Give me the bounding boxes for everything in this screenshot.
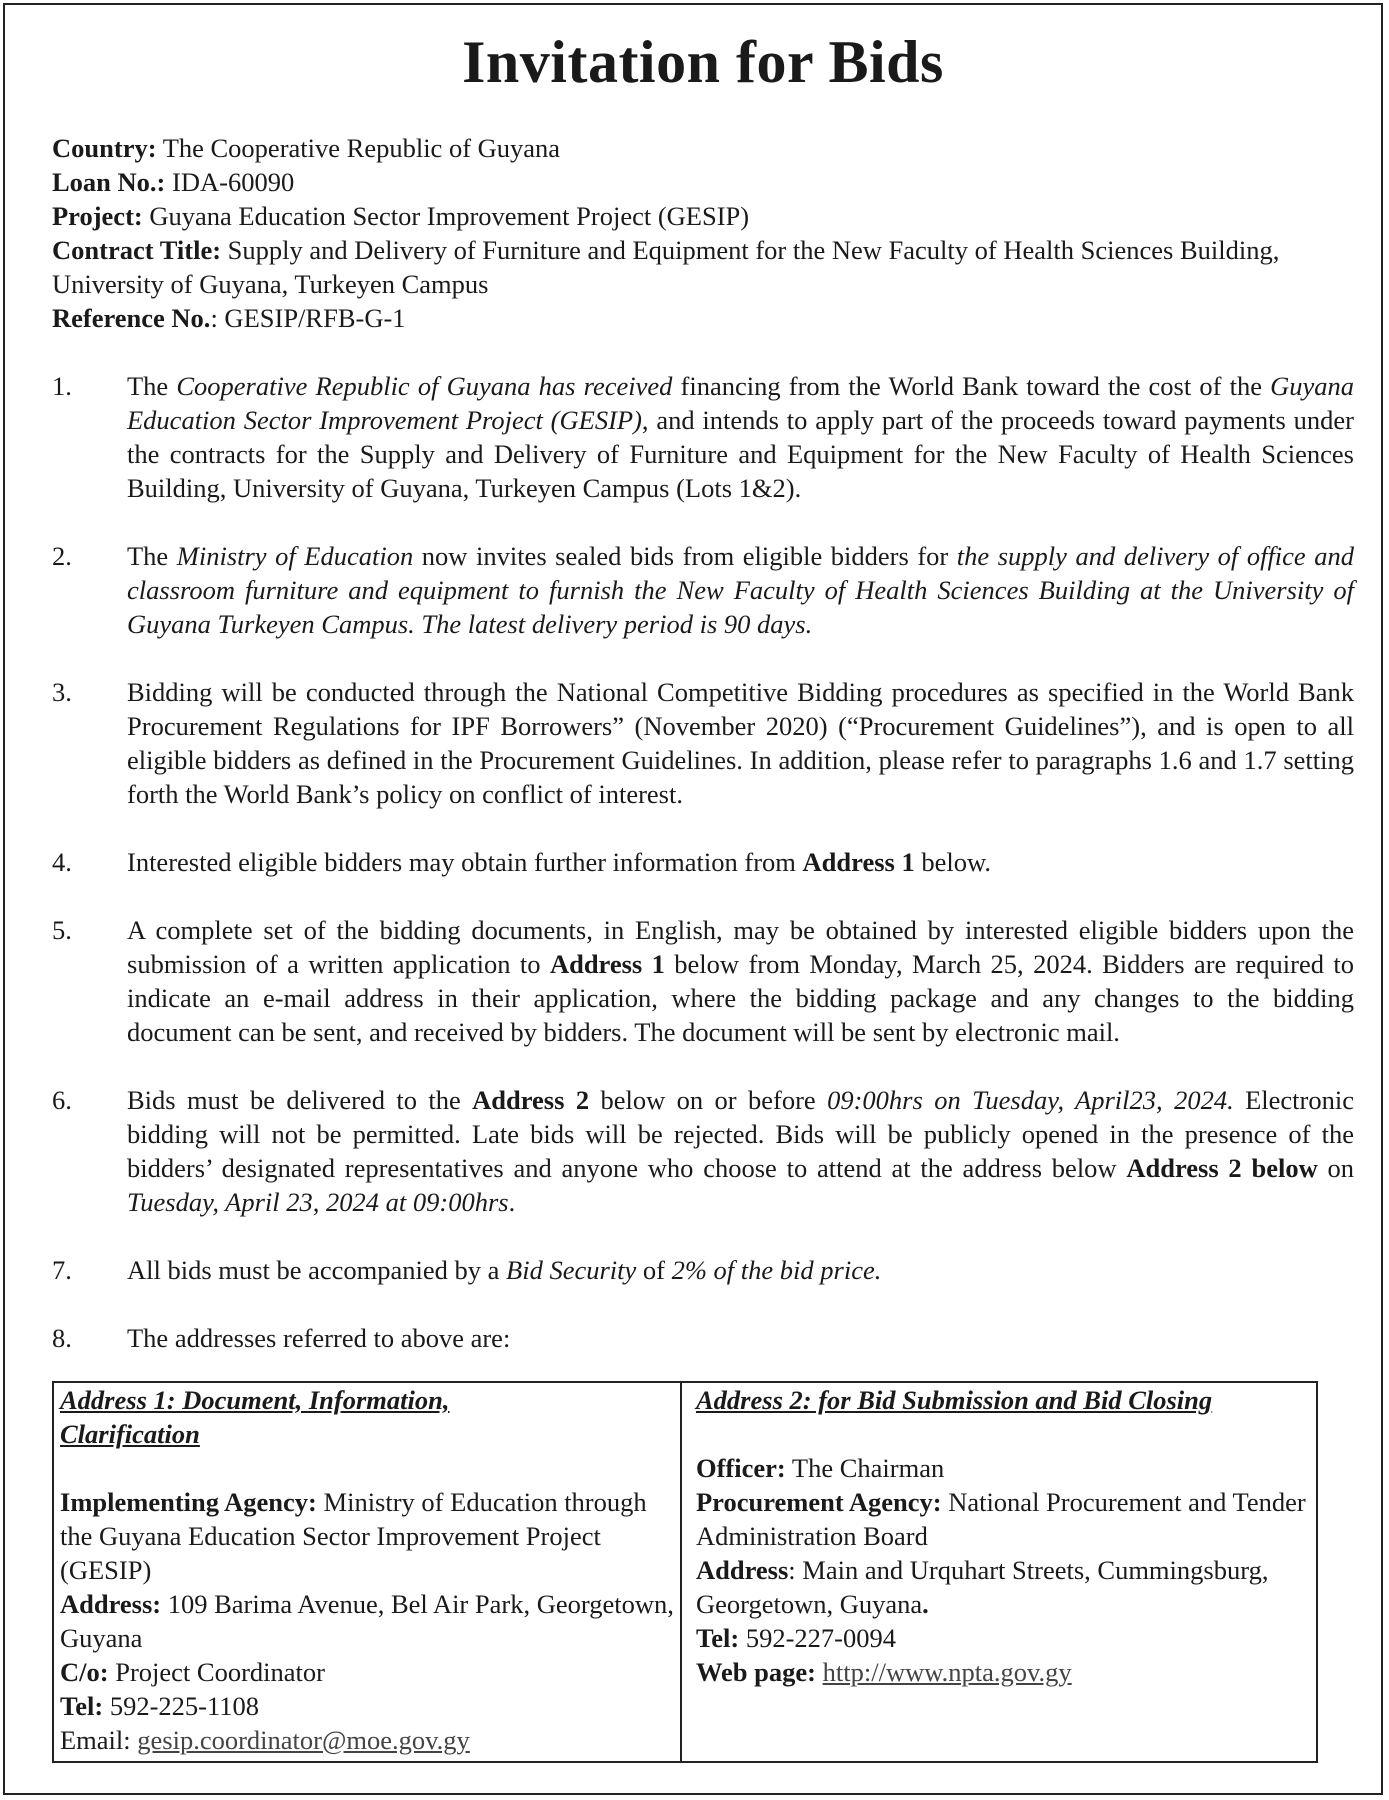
reference-label: Reference No. <box>52 303 211 333</box>
text-run: of <box>636 1255 672 1285</box>
loan-value: IDA-60090 <box>172 167 295 197</box>
address-1-tel <box>60 1689 674 1723</box>
text-run: The <box>127 371 177 401</box>
officer <box>696 1451 1310 1485</box>
text-run: below from Monday, March 25, 2024. Bidders are required to indicate an e-mail address in their application, where the bidding package and any changes to the bidding document can be sent, and received by bidders. The document will be sent by electronic mail. <box>127 949 1354 1047</box>
field-value: : Main and Urquhart Streets, Cummingsburg, Georgetown, Guyana <box>696 1555 1269 1619</box>
text-run: All bids must be accompanied by a <box>127 1255 507 1285</box>
list-item <box>52 1083 1354 1219</box>
project-value: Guyana Education Sector Improvement Project (GESIP) <box>149 201 750 231</box>
list-item <box>52 369 1354 505</box>
item-text <box>127 913 1354 1049</box>
text-run: , and intends to apply part of the proceeds toward payments under the contracts for the Supply and Delivery of Furniture and Equipment for the New Faculty of Health Sciences Building, University of Guyana, Turkeyen Campus (Lots 1&2). <box>127 405 1354 503</box>
text-run: now invites sealed bids from eligible bidders for <box>413 541 957 571</box>
item-text <box>127 539 1354 641</box>
item-number: 4. <box>52 847 72 877</box>
item-text <box>127 845 1354 879</box>
field-label: Tel: <box>696 1623 740 1653</box>
item-number: 6. <box>52 1085 72 1115</box>
web-link[interactable]: http://www.npta.gov.gy <box>822 1657 1072 1687</box>
field-value: Ministry of Education through the Guyana Education Sector Improvement Project (GESIP) <box>60 1487 647 1585</box>
list-item <box>52 1321 1354 1355</box>
item-number: 8. <box>52 1323 72 1353</box>
numbered-list <box>52 369 1354 1355</box>
item-number: 3. <box>52 677 72 707</box>
country-line <box>52 131 1354 165</box>
contract-value: Supply and Delivery of Furniture and Equipment for the New Faculty of Health Sciences Building, University of Guyana, Turkeyen Campus <box>52 235 1280 299</box>
country-value: The Cooperative Republic of Guyana <box>162 133 561 163</box>
field-value: Project Coordinator <box>108 1657 325 1687</box>
italic-run: Cooperative Republic of Guyana has received <box>176 371 673 401</box>
italic-run: Bid Security <box>506 1255 637 1285</box>
address-2-tel <box>696 1621 1310 1655</box>
address-2-street <box>696 1553 1310 1621</box>
item-text <box>127 369 1354 505</box>
address-1-heading <box>60 1383 674 1451</box>
text-run: financing from the World Bank toward the cost of the <box>672 371 1271 401</box>
loan-label: Loan No.: <box>52 167 166 197</box>
list-item <box>52 913 1354 1049</box>
field-label: Address <box>696 1555 789 1585</box>
address-1-street <box>60 1587 674 1655</box>
text-run: A complete set of the bidding documents, in English, may be obtained by interested eligible bidders upon the submission of a written application to <box>127 915 1354 979</box>
care-of <box>60 1655 674 1689</box>
field-value: National Procurement and Tender Administration Board <box>696 1487 1306 1551</box>
loan-line <box>52 165 1354 199</box>
field-label: Implementing Agency: <box>60 1487 317 1517</box>
page-title: Invitation for Bids <box>462 29 944 95</box>
address-2-cell <box>682 1383 1316 1761</box>
list-item <box>52 675 1354 811</box>
item-number: 7. <box>52 1255 72 1285</box>
bold-run: Address 2 below <box>1126 1153 1318 1183</box>
list-item <box>52 539 1354 641</box>
text-run: below on or before <box>589 1085 828 1115</box>
bold-run: Address 2 <box>472 1085 590 1115</box>
heading-line: Clarification <box>60 1419 200 1449</box>
list-item <box>52 845 1354 879</box>
italic-run: Ministry of Education <box>176 541 414 571</box>
field-label: Procurement Agency: <box>696 1487 942 1517</box>
contract-label: Contract Title: <box>52 235 222 265</box>
text-run: Bids must be delivered to the <box>127 1085 473 1115</box>
contract-line <box>52 233 1354 301</box>
field-label: Tel: <box>60 1691 104 1721</box>
italic-run: 2% of the bid price. <box>671 1255 882 1285</box>
field-value: . <box>922 1589 929 1619</box>
reference-value: : GESIP/RFB-G-1 <box>210 303 406 333</box>
item-number: 2. <box>52 541 72 571</box>
implementing-agency <box>60 1485 674 1587</box>
document-body <box>52 0 1355 1755</box>
item-text <box>127 1083 1354 1219</box>
text-run: Electronic bidding will not be permitted. Late bids will be rejected. Bids will be publicly opened in the presence of the bidders’ designated representatives and anyone who choose to attend at the address below <box>127 1085 1354 1183</box>
field-label: Email: <box>60 1725 138 1755</box>
item-text: Bidding will be conducted through the National Competitive Bidding procedures as specified in the World Bank Procurement Regulations for IPF Borrowers” (November 2020) (“Procurement Guidelines”), and is open to all eligible bidders as defined in the Procurement Guidelines. In addition, please refer to paragraphs 1.6 and 1.7 setting forth the World Bank’s policy on conflict of interest. <box>127 677 1354 809</box>
email-link[interactable]: gesip.coordinator@moe.gov.gy <box>137 1725 470 1755</box>
item-number: 1. <box>52 371 72 401</box>
procurement-agency <box>696 1485 1310 1553</box>
bold-run: Address 1 <box>549 949 665 979</box>
item-number: 5. <box>52 915 72 945</box>
country-label: Country: <box>52 133 157 163</box>
field-label: Address: <box>60 1589 162 1619</box>
field-value: The Chairman <box>785 1453 945 1483</box>
list-item <box>52 1253 1354 1287</box>
project-label: Project: <box>52 201 143 231</box>
address-1-cell <box>54 1383 682 1761</box>
field-label: C/o: <box>60 1657 109 1687</box>
text-run: Interested eligible bidders may obtain further information from <box>127 847 803 877</box>
web-page <box>696 1655 1310 1689</box>
bold-run: Address 1 <box>802 847 915 877</box>
reference-line <box>52 301 1354 335</box>
spacer <box>60 1451 674 1485</box>
address-1-email <box>60 1723 674 1757</box>
italic-run: 09:00hrs on Tuesday, April23, 2024. <box>827 1085 1234 1115</box>
text-run: . <box>508 1187 516 1217</box>
project-line <box>52 199 1354 233</box>
heading-line: Address 1: Document, Information, <box>60 1385 450 1415</box>
text-run: on <box>1317 1153 1354 1183</box>
italic-run: the supply and delivery of office and classroom furniture and equipment to furnish the New Faculty of Health Sciences Building at the University of Guyana Turkeyen Campus. The latest delivery period is 90 days. <box>127 541 1354 639</box>
italic-run: Tuesday, April 23, 2024 at 09:00hrs <box>127 1187 509 1217</box>
address-table <box>52 1381 1318 1763</box>
field-label: Web page: <box>696 1657 816 1687</box>
field-value: 592-227-0094 <box>739 1623 896 1653</box>
item-text: The addresses referred to above are: <box>127 1323 511 1353</box>
address-2-heading: Address 2: for Bid Submission and Bid Closing <box>696 1385 1213 1415</box>
field-value: 109 Barima Avenue, Bel Air Park, Georgetown, Guyana <box>60 1589 674 1653</box>
italic-run: Guyana Education Sector Improvement Project (GESIP) <box>127 371 1355 435</box>
item-text <box>127 1253 1354 1287</box>
spacer <box>696 1417 1310 1451</box>
text-run: The <box>127 541 177 571</box>
bid-metadata <box>52 131 1354 335</box>
field-value: 592-225-1108 <box>103 1691 259 1721</box>
text-run: below. <box>914 847 992 877</box>
field-label: Officer: <box>696 1453 786 1483</box>
